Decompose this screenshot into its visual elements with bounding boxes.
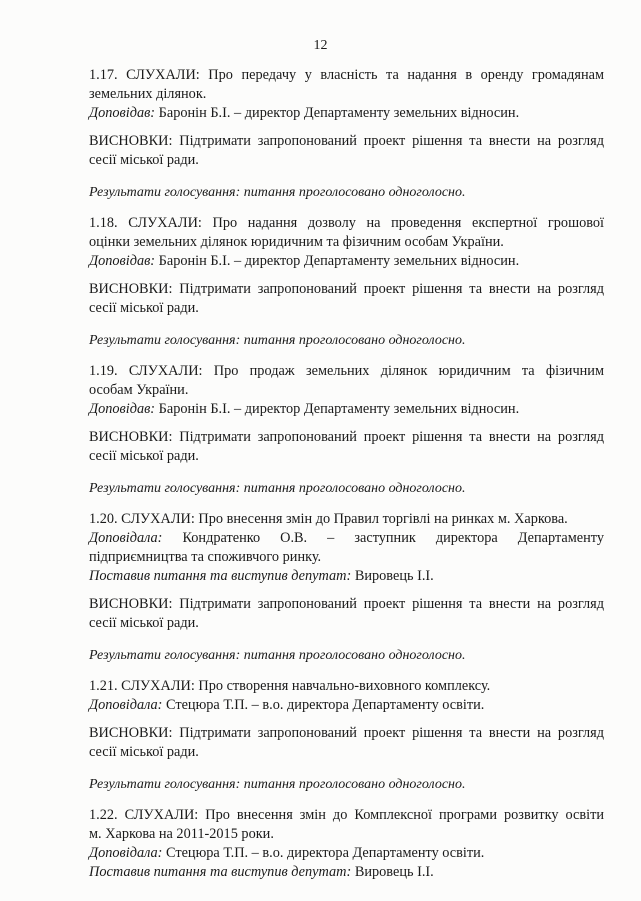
speaker-label: Доповідав: xyxy=(89,253,156,269)
voting-result: Результати голосування: питання проголосовано одноголосно. xyxy=(89,185,466,200)
speaker-text: Баронін Б.І. – директор Департаменту земельних відносин. xyxy=(155,253,520,269)
raised-by-text: Вировець І.І. xyxy=(351,864,434,880)
speaker-label: Доповідала: xyxy=(89,845,163,861)
speaker-label: Доповідав: xyxy=(89,105,156,121)
conclusion-line: сесії міської ради. xyxy=(89,152,199,168)
speaker-label: Доповідала: xyxy=(89,530,163,546)
agenda-item-1-21 xyxy=(89,677,604,794)
raised-by-label: Поставив питання та виступив депутат: xyxy=(89,568,352,584)
conclusion-line: сесії міської ради. xyxy=(89,300,199,316)
voting-result: Результати голосування: питання проголосовано одноголосно. xyxy=(89,333,466,348)
voting-result: Результати голосування: питання проголосовано одноголосно. xyxy=(89,777,466,792)
conclusion-line: ВИСНОВКИ: Підтримати запропонований проект рішення та внести на розгляд xyxy=(89,596,604,612)
heard-line: 1.17. СЛУХАЛИ: Про передачу у власність та надання в оренду громадянам xyxy=(89,67,604,83)
heard-line: 1.22. СЛУХАЛИ: Про внесення змін до Комплексної програми розвитку освіти xyxy=(89,807,604,823)
page-number: 12 xyxy=(313,38,328,53)
agenda-item-1-19 xyxy=(89,362,604,498)
speaker-line xyxy=(89,400,604,419)
heard-line: 1.21. СЛУХАЛИ: Про створення навчально-виховного комплексу. xyxy=(89,678,491,694)
heard-line: 1.20. СЛУХАЛИ: Про внесення змін до Правил торгівлі на ринках м. Харкова. xyxy=(89,511,568,527)
speaker-text: Стецюра Т.П. – в.о. директора Департаменту освіти. xyxy=(162,845,485,861)
speaker-line xyxy=(89,104,604,123)
speaker-line-continued: підприємництва та споживчого ринку. xyxy=(89,549,322,565)
speaker-text: Баронін Б.І. – директор Департаменту земельних відносин. xyxy=(155,401,520,417)
speaker-label: Доповідав: xyxy=(89,401,156,417)
speaker-label: Доповідала: xyxy=(89,697,163,713)
agenda-item-1-17 xyxy=(89,66,604,202)
heard-line: особам України. xyxy=(89,382,189,398)
heard-line: 1.18. СЛУХАЛИ: Про надання дозволу на проведення експертної грошової xyxy=(89,215,604,231)
conclusion-line: сесії міської ради. xyxy=(89,744,199,760)
heard-line: 1.19. СЛУХАЛИ: Про продаж земельних ділянок юридичним та фізичним xyxy=(89,363,604,379)
agenda-item-1-20 xyxy=(89,510,604,665)
raised-by-label: Поставив питання та виступив депутат: xyxy=(89,864,352,880)
voting-result: Результати голосування: питання проголосовано одноголосно. xyxy=(89,481,466,496)
speaker-line xyxy=(89,529,604,548)
conclusion-line: ВИСНОВКИ: Підтримати запропонований проект рішення та внести на розгляд xyxy=(89,725,604,741)
raised-by-line xyxy=(89,863,604,882)
minutes-content xyxy=(89,66,604,894)
speaker-line xyxy=(89,252,604,271)
speaker-text: Кондратенко О.В. – заступник директора Департаменту xyxy=(162,530,604,546)
speaker-text: Стецюра Т.П. – в.о. директора Департаменту освіти. xyxy=(162,697,485,713)
conclusion-line: ВИСНОВКИ: Підтримати запропонований проект рішення та внести на розгляд xyxy=(89,281,604,297)
voting-result: Результати голосування: питання проголосовано одноголосно. xyxy=(89,648,466,663)
agenda-item-1-18 xyxy=(89,214,604,350)
heard-line: м. Харкова на 2011-2015 роки. xyxy=(89,826,274,842)
heard-line: земельних ділянок. xyxy=(89,86,207,102)
conclusion-line: сесії міської ради. xyxy=(89,615,199,631)
speaker-line xyxy=(89,696,604,715)
heard-line: оцінки земельних ділянок юридичним та фізичним особам України. xyxy=(89,234,504,250)
conclusion-line: ВИСНОВКИ: Підтримати запропонований проект рішення та внести на розгляд xyxy=(89,133,604,149)
conclusion-line: ВИСНОВКИ: Підтримати запропонований проект рішення та внести на розгляд xyxy=(89,429,604,445)
speaker-line xyxy=(89,844,604,863)
raised-by-text: Вировець І.І. xyxy=(351,568,434,584)
raised-by-line xyxy=(89,567,604,586)
speaker-text: Баронін Б.І. – директор Департаменту земельних відносин. xyxy=(155,105,520,121)
conclusion-line: сесії міської ради. xyxy=(89,448,199,464)
agenda-item-1-22 xyxy=(89,806,604,882)
